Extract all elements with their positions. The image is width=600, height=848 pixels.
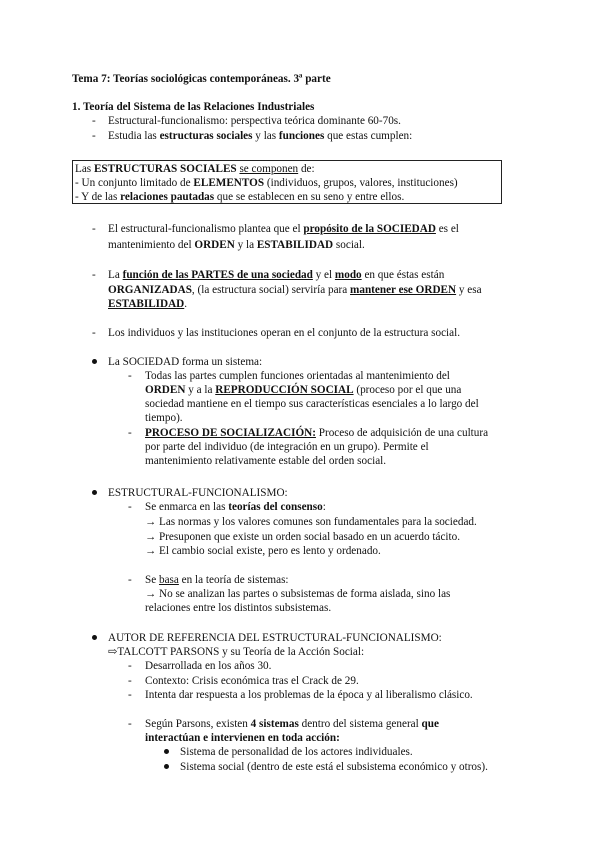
list-line: Desarrollada en los años 30. <box>145 660 272 672</box>
box-line: Las ESTRUCTURAS SOCIALES se componen de: <box>75 163 315 175</box>
bullet-dot <box>164 764 169 769</box>
list-line: Intenta dar respuesta a los problemas de la época y al liberalismo clásico. <box>145 689 473 701</box>
bullet-dot <box>164 749 169 754</box>
list-line: PROCESO DE SOCIALIZACIÓN: Proceso de adquisición de una cultura <box>145 427 489 439</box>
dash-marker: - <box>128 675 132 687</box>
list-line: relaciones entre los distintos subsistemas. <box>145 602 332 614</box>
paragraph-line: mantenimiento del ORDEN y la ESTABILIDAD social. <box>108 239 365 251</box>
list-line: Se enmarca en las teorías del consenso: <box>145 501 326 513</box>
dash-marker: - <box>128 660 132 672</box>
list-line: Todas las partes cumplen funciones orientadas al mantenimiento del <box>145 370 450 382</box>
section-heading: 1. Teoría del Sistema de las Relaciones Industriales <box>72 101 315 113</box>
paragraph-line: El estructural-funcionalismo plantea que el propósito de la SOCIEDAD es el <box>108 223 459 235</box>
dash-marker: - <box>128 427 132 439</box>
dash-marker: - <box>128 574 132 586</box>
paragraph-line: ORGANIZADAS, (la estructura social) serviría para mantener ese ORDEN y esa <box>108 284 482 296</box>
list-line: Según Parsons, existen 4 sistemas dentro del sistema general que <box>145 718 439 730</box>
arrow-line: → Presuponen que existe un orden social basado en un acuerdo tácito. <box>145 531 461 543</box>
dash-marker: - <box>128 718 132 730</box>
bullet-dot <box>92 635 97 640</box>
list-heading: La SOCIEDAD forma un sistema: <box>108 356 263 368</box>
bullet-dot <box>92 490 97 495</box>
list-heading: AUTOR DE REFERENCIA DEL ESTRUCTURAL-FUNCIONALISMO: <box>108 632 442 644</box>
list-line: Se basa en la teoría de sistemas: <box>145 574 289 586</box>
list-line: Contexto: Crisis económica tras el Crack de 29. <box>145 675 359 687</box>
dash-marker: - <box>92 269 96 281</box>
section-bullet: Estructural-funcionalismo: perspectiva teórica dominante 60-70s. <box>108 115 401 127</box>
list-line: mantenimiento relativamente estable del orden social. <box>145 455 387 467</box>
list-line: sociedad mantiene en el tiempo sus características esenciales a lo largo del <box>145 398 479 410</box>
arrow-line: → No se analizan las partes o subsistemas de forma aislada, sino las <box>145 588 451 600</box>
list-line: interactúan e intervienen en toda acción: <box>145 732 340 744</box>
dash-marker: - <box>128 370 132 382</box>
dash-marker: - <box>92 130 96 142</box>
document-title: Tema 7: Teorías sociológicas contemporáneas. 3ª parte <box>72 73 331 85</box>
dash-marker: - <box>92 327 96 339</box>
paragraph-line: La función de las PARTES de una sociedad y el modo en que éstas están <box>108 269 445 281</box>
bullet-dot <box>92 359 97 364</box>
paragraph-line: Los individuos y las instituciones operan en el conjunto de la estructura social. <box>108 327 461 339</box>
arrow-line: → Las normas y los valores comunes son fundamentales para la sociedad. <box>145 516 477 528</box>
dash-marker: - <box>92 115 96 127</box>
list-subheading: ⇨TALCOTT PARSONS y su Teoría de la Acción Social: <box>108 646 365 658</box>
paragraph-line: ESTABILIDAD. <box>108 298 188 310</box>
list-heading: ESTRUCTURAL-FUNCIONALISMO: <box>108 487 288 499</box>
arrow-line: → El cambio social existe, pero es lento y ordenado. <box>145 545 381 557</box>
section-bullet: Estudia las estructuras sociales y las funciones que estas cumplen: <box>108 130 413 142</box>
dash-marker: - <box>92 223 96 235</box>
list-line: ORDEN y a la REPRODUCCIÓN SOCIAL (proceso por el que una <box>145 384 462 396</box>
box-line: - Y de las relaciones pautadas que se establecen en su seno y entre ellos. <box>75 191 405 203</box>
sublist-line: Sistema social (dentro de este está el subsistema económico y otros). <box>180 761 488 773</box>
dash-marker: - <box>128 689 132 701</box>
dash-marker: - <box>128 501 132 513</box>
sublist-line: Sistema de personalidad de los actores individuales. <box>180 746 413 758</box>
list-line: por parte del individuo (de integración en un grupo). Permite el <box>145 441 429 453</box>
box-line: - Un conjunto limitado de ELEMENTOS (individuos, grupos, valores, instituciones) <box>75 177 458 189</box>
list-line: tiempo). <box>145 412 183 424</box>
